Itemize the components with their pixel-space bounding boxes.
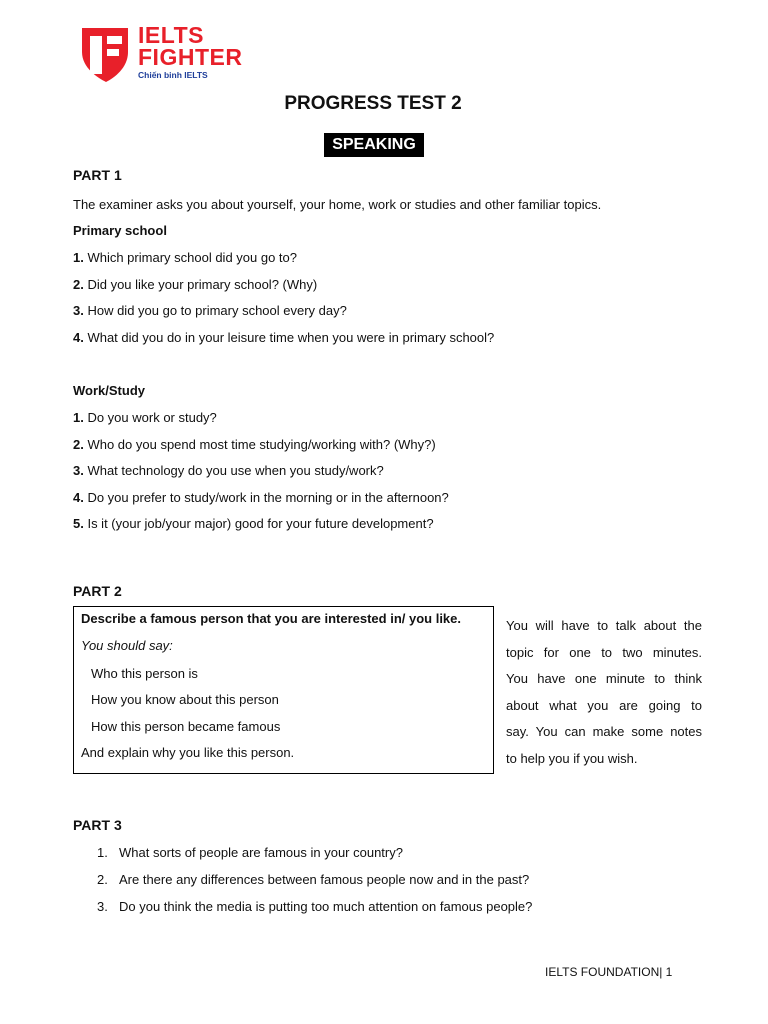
section-label: SPEAKING — [324, 133, 424, 157]
page-title: PROGRESS TEST 2 — [284, 93, 462, 114]
logo-word-ielts: IELTS — [138, 22, 204, 48]
instruction-line: You will have to talk about the — [506, 618, 702, 633]
instruction-line: topic for one to two minutes. — [506, 645, 702, 660]
cue-card-prompt: Describe a famous person that you are interested in/ you like. — [81, 611, 462, 626]
question-text: Are there any differences between famous people now and in the past? — [119, 872, 530, 887]
question-text: What technology do you use when you study/work? — [83, 463, 384, 478]
question-number: 3. — [73, 463, 84, 478]
part1-heading: PART 1 — [73, 167, 122, 183]
question-number: 4. — [73, 490, 84, 505]
question-text: Do you prefer to study/work in the morning or in the afternoon? — [83, 490, 449, 505]
question-number: 4. — [73, 330, 84, 345]
question-number: 1. — [73, 410, 84, 425]
question-number: 1. — [73, 250, 84, 265]
question-number: 3. — [97, 899, 108, 914]
topic-work-study: Work/Study — [73, 383, 145, 398]
question-text: How did you go to primary school every day? — [83, 303, 347, 318]
topic-primary-school: Primary school — [73, 223, 167, 238]
part3-heading: PART 3 — [73, 817, 122, 833]
cue-card-point: How you know about this person — [91, 692, 279, 707]
question-item — [73, 250, 297, 266]
question-text: What did you do in your leisure time when you were in primary school? — [83, 330, 495, 345]
part2-heading: PART 2 — [73, 583, 122, 599]
cue-card — [73, 606, 494, 774]
question-number: 2. — [73, 437, 84, 452]
instruction-line: You have one minute to think — [506, 671, 702, 686]
logo-tagline: Chiến binh IELTS — [138, 70, 208, 80]
part1-intro: The examiner asks you about yourself, your home, work or studies and other familiar topics. — [73, 197, 602, 212]
shield-logo-icon — [80, 24, 132, 84]
question-item — [73, 303, 347, 319]
instruction-line: say. You can make some notes — [506, 724, 702, 739]
question-text: Do you think the media is putting too much attention on famous people? — [119, 899, 533, 914]
question-number: 2. — [73, 277, 84, 292]
question-text: Do you work or study? — [83, 410, 217, 425]
question-text: Is it (your job/your major) good for your future development? — [83, 516, 434, 531]
question-number: 5. — [73, 516, 84, 531]
question-item — [97, 899, 532, 915]
ielts-fighter-logo — [80, 22, 260, 86]
question-number: 3. — [73, 303, 84, 318]
cue-card-point: Who this person is — [91, 666, 198, 681]
question-number: 1. — [97, 845, 108, 860]
question-text: Did you like your primary school? (Why) — [83, 277, 318, 292]
question-text: What sorts of people are famous in your country? — [119, 845, 403, 860]
cue-card-point: How this person became famous — [91, 719, 281, 734]
question-item — [73, 490, 449, 506]
question-item — [73, 410, 217, 426]
question-text: Who do you spend most time studying/working with? (Why?) — [83, 437, 436, 452]
question-item — [73, 516, 434, 532]
question-item — [73, 437, 436, 453]
instruction-line: about what you are going to — [506, 698, 702, 713]
logo-word-fighter: FIGHTER — [138, 44, 243, 70]
question-item — [73, 277, 317, 293]
cue-card-closing: And explain why you like this person. — [81, 745, 295, 760]
question-text: Which primary school did you go to? — [83, 250, 297, 265]
question-number: 2. — [97, 872, 108, 887]
instruction-line: to help you if you wish. — [506, 751, 638, 766]
question-item — [73, 463, 384, 479]
question-item — [97, 872, 529, 888]
question-item — [73, 330, 494, 346]
page-footer: IELTS FOUNDATION| 1 — [545, 965, 673, 979]
question-item — [97, 845, 403, 861]
part2-instructions — [506, 618, 702, 778]
cue-card-should-say: You should say: — [81, 638, 173, 653]
